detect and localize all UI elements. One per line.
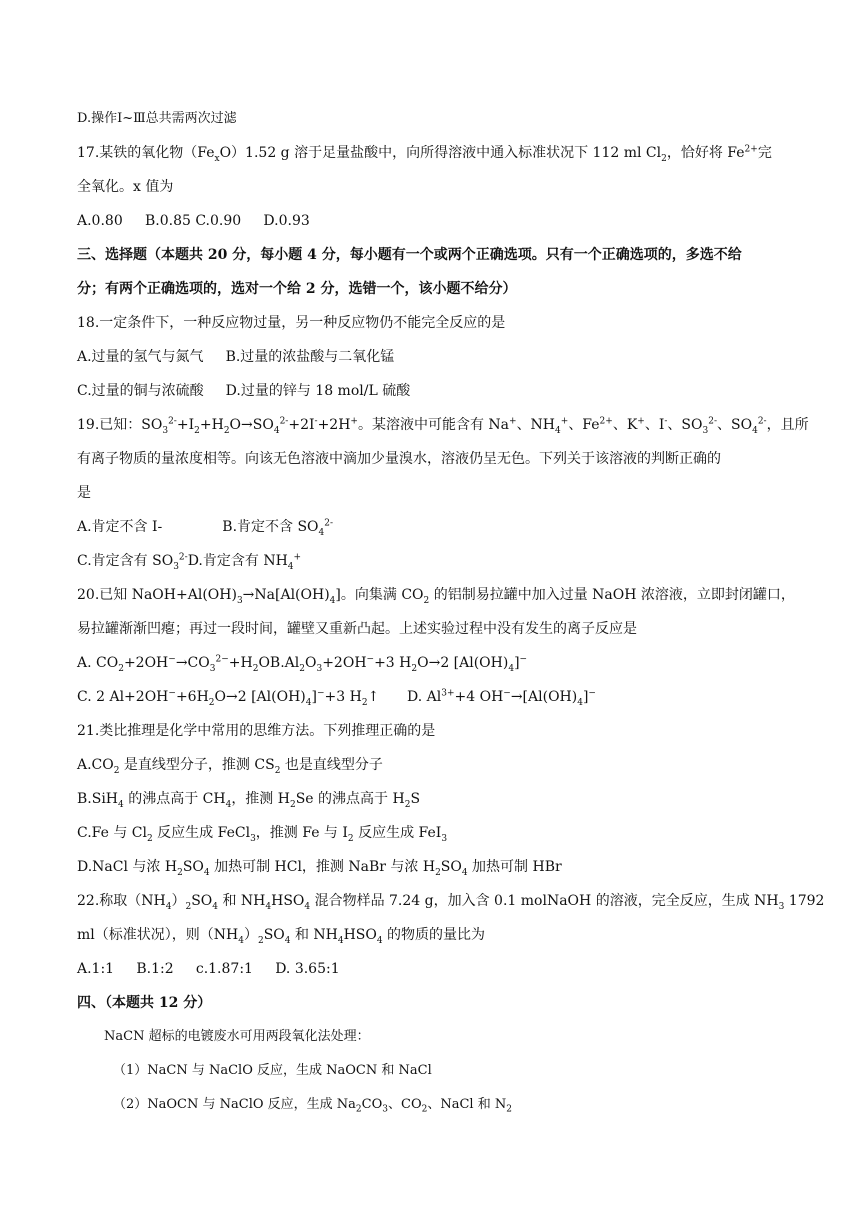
q19-option-d: D.肯定含有 $NH_4^+$ <box>187 552 302 572</box>
q18-option-a: A.过量的氢气与氮气 <box>77 349 204 365</box>
q19-options-ab <box>77 518 333 536</box>
q17-sub-x: x <box>214 153 220 164</box>
q20-stem-line1: 20.已知 $NaOH+Al(OH)_3\to Na[Al(OH)_4]$。向集满 $CO_2$ 的铝制易拉罐中加入过量 NaOH 浓溶液，立即封闭罐口， <box>77 587 795 606</box>
q18-options-cd <box>77 382 410 400</box>
q18-options-ab <box>77 348 394 366</box>
q19-stem-line2: 有离子物质的量浓度相等。向该无色溶液中滴加少量溴水，溶液仍呈无色。下列关于该溶液的判断正确的 <box>77 451 721 467</box>
q19-stem-line1: 19.已知：$SO_3^{2-}+I_2+H_2O\to SO_4^{2-}+2I^-+2H^+$。某溶液中可能含有 Na+、$NH_4^+$、$Fe^{2+}$、K+、I-、$SO_3^{2-}$、$SO_4^{2-}$，且所 <box>77 416 809 436</box>
section4-intro: NaCN 超标的电镀废水可用两段氧化法处理： <box>104 1029 370 1044</box>
q21-option-a: $A.CO_2$ 是直线型分子，推测 $CS_2$ 也是直线型分子 <box>77 757 383 776</box>
section4-step2: （2）NaOCN 与 NaClO 反应，生成 $Na_2CO_3$、$CO_2$、NaCl 和 $N_2$ <box>113 1097 512 1115</box>
q18-option-c: C.过量的铜与浓硫酸 <box>77 383 204 399</box>
section4-heading: 四、（本题共 12 分） <box>77 995 212 1011</box>
q19-options-cd <box>77 552 301 570</box>
q20-options-ab: A. $CO_2+2OH^-\to CO_3^{2-}+H_2OB.Al_2O_3+2OH^-+3$ $H_2O\to 2$ $[Al(OH)_4]^-$ <box>77 654 528 674</box>
section3-heading-line1: 三、选择题（本题共 20 分，每小题 4 分，每小题有一个或两个正确选项。只有一个正确选项的，多选不给 <box>77 247 742 263</box>
section3-heading-line2: 分；有两个正确选项的，选对一个给 2 分，选错一个，该小题不给分） <box>77 281 517 297</box>
q19-option-b: B.肯定不含 $SO_4^{2-}$ <box>222 518 334 538</box>
q19-option-c: C.肯定含有 $SO_3^{2-}$ <box>77 552 188 572</box>
q21-stem: 21.类比推理是化学中常用的思维方法。下列推理正确的是 <box>77 723 436 739</box>
q18-option-d: D.过量的锌与 18 mol/L 硫酸 <box>225 383 411 399</box>
q20-option-c: C. 2 $Al+2OH^-+6H_2O\to 2$ $[Al(OH)_4]^-+3$ $H_2↑$ <box>77 688 380 708</box>
q21-option-c: C.Fe 与 $Cl_2$ 反应生成 FeCl$_3$，推测 Fe 与 $I_2$ 反应生成 FeI$_3$ <box>77 825 448 844</box>
q20-option-d: D. $Al^{3+}+4$ $OH^-\to[Al(OH)_4]^-$ <box>407 688 596 708</box>
q17-stem-a: 17.某铁的氧化物（Fe <box>77 145 215 161</box>
q22-stem-line1: 22.称取$(NH_4)_2SO_4$ 和 $NH_4HSO_4$ 混合物样品 7.24 g，加入含 0.1 molNaOH 的溶液，完全反应，生成 $NH_3$ 1792 <box>77 893 825 912</box>
section4-step1: （1）NaCN 与 NaClO 反应，生成 NaOCN 和 NaCl <box>113 1063 432 1078</box>
q17-stem-c: O）1.52 g 溶于足量盐酸中，向所得溶液中通入标准状况下 112 ml Cl <box>219 145 662 161</box>
q19-option-b-text: B.肯定不含 SO <box>222 519 319 535</box>
q19-option-c-text: C.肯定含有 SO <box>77 553 174 569</box>
q19-option-d-text: D.肯定含有 NH <box>187 553 288 569</box>
q17-sub-2: 2 <box>661 153 667 164</box>
q21-option-d: D.NaCl 与浓 $H_2SO_4$ 加热可制 HCl，推测 NaBr 与浓 $H_2SO_4$ 加热可制 HBr <box>77 859 562 878</box>
q17-stem-line2: 全氧化。x 值为 <box>77 179 174 195</box>
q22-stem-line2: ml（标准状况），则$(NH_4)_2SO_4$ 和 $NH_4HSO_4$ 的物质的量比为 <box>77 927 486 946</box>
q18-option-b: B.过量的浓盐酸与二氧化锰 <box>225 349 395 365</box>
q18-stem: 18.一定条件下，一种反应物过量，另一种反应物仍不能完全反应的是 <box>77 315 506 331</box>
q19-stem-line3: 是 <box>77 485 91 501</box>
q17-sup-2plus: 2+ <box>744 144 758 155</box>
q19-option-a: A.肯定不含 I- <box>77 519 163 535</box>
q20-stem-line2: 易拉罐渐渐凹瘪；再过一段时间，罐壁又重新凸起。上述实验过程中没有发生的离子反应是 <box>77 621 637 637</box>
q21-option-b: B.SiH$_4$ 的沸点高于 $CH_4$，推测 $H_2Se$ 的沸点高于 $H_2S$ <box>77 791 421 810</box>
q17-stem-g: 完 <box>757 145 772 161</box>
q17-stem-line1 <box>77 144 772 162</box>
q16-option-d: D.操作Ⅰ~Ⅲ总共需两次过滤 <box>77 111 237 126</box>
q22-options: A.1:1 B.1:2 c.1.87:1 D. 3.65:1 <box>77 961 340 977</box>
q17-options: A.0.80 B.0.85 C.0.90 D.0.93 <box>77 213 310 229</box>
q17-stem-e: ，恰好将 Fe <box>666 145 745 161</box>
